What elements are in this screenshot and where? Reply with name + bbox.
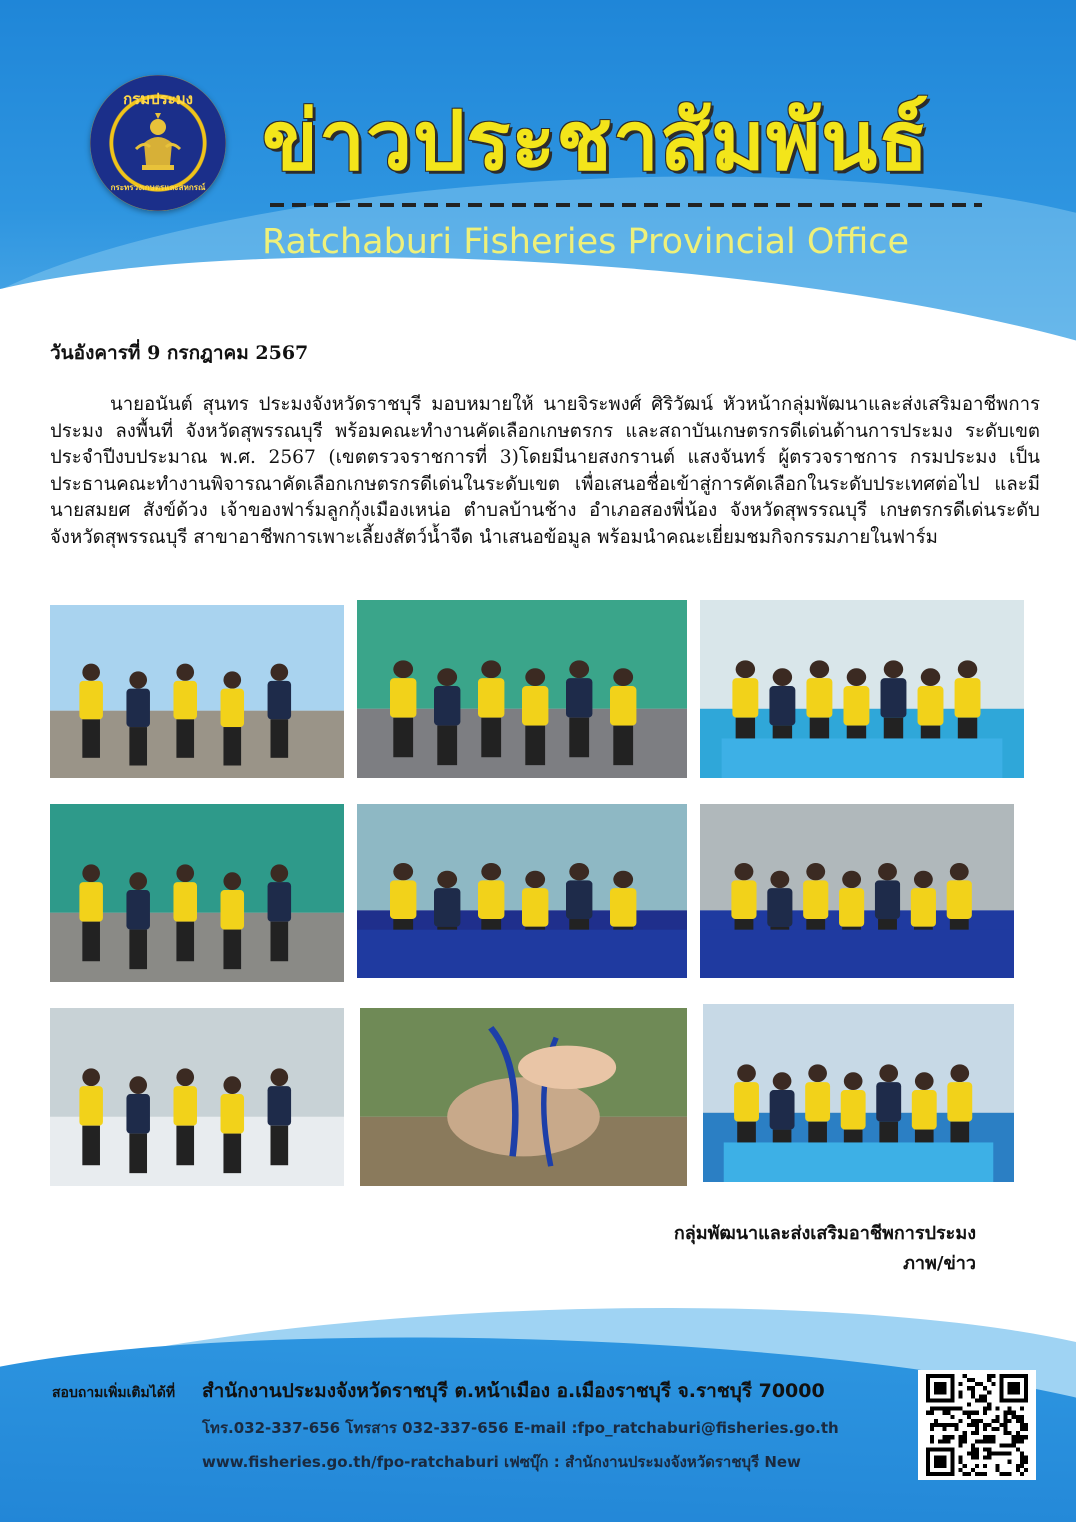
page-title: ข่าวประชาสัมพันธ์ bbox=[262, 94, 930, 189]
meeting-table-1-scene bbox=[357, 804, 687, 978]
photo-shrimp-closeup bbox=[360, 1008, 687, 1186]
photo-meeting-chairs bbox=[50, 804, 344, 982]
header-banner bbox=[0, 0, 1076, 380]
photo-group-banner bbox=[357, 600, 687, 778]
group-photo-banner-scene bbox=[357, 600, 687, 778]
office-subtitle: Ratchaburi Fisheries Provincial Office bbox=[262, 222, 910, 262]
tank-inspection-scene bbox=[700, 600, 1024, 778]
shrimp-closeup-scene bbox=[360, 1008, 687, 1186]
qr-code-pattern bbox=[922, 1374, 1032, 1476]
logo-bottom-text: กระทรวงเกษตรและสหกรณ์ bbox=[110, 183, 206, 192]
photo-tank-inspection bbox=[700, 600, 1024, 778]
deity-emblem-icon bbox=[130, 113, 186, 173]
credit-type: ภาพ/ข่าว bbox=[903, 1253, 976, 1274]
footer-banner bbox=[0, 1270, 1076, 1522]
dashed-divider bbox=[270, 203, 982, 207]
qr-code-icon[interactable] bbox=[918, 1370, 1036, 1480]
photo-meeting-table-1 bbox=[357, 804, 687, 978]
footer-office-address: สำนักงานประมงจังหวัดราชบุรี ต.หน้าเมือง อ.เมืองราชบุรี จ.ราชบุรี 70000 bbox=[202, 1380, 825, 1402]
meeting-table-2-scene bbox=[700, 804, 1014, 978]
group-photo-roadside-scene bbox=[50, 605, 344, 778]
article-date: วันอังคารที่ 9 กรกฎาคม 2567 bbox=[50, 342, 309, 364]
photo-group-roadside bbox=[50, 605, 344, 778]
photo-tank-examine bbox=[50, 1008, 344, 1186]
footer-contact-label: สอบถามเพิ่มเติมได้ที่ bbox=[52, 1385, 176, 1401]
tank-examine-scene bbox=[50, 1008, 344, 1186]
credit-group: กลุ่มพัฒนาและส่งเสริมอาชีพการประมง bbox=[673, 1223, 976, 1244]
meeting-chairs-scene bbox=[50, 804, 344, 982]
photo-pond-visit bbox=[703, 1004, 1014, 1182]
footer-website-link[interactable]: www.fisheries.go.th/fpo-ratchaburi เฟซบุ๊ก : สำนักงานประมงจังหวัดราชบุรี New bbox=[202, 1453, 801, 1471]
footer-phone-email: โทร.032-337-656 โทรสาร 032-337-656 E-mail :fpo_ratchaburi@fisheries.go.th bbox=[202, 1419, 839, 1437]
logo-top-text: กรมประมง bbox=[123, 90, 193, 108]
photo-meeting-table-2 bbox=[700, 804, 1014, 978]
fisheries-seal-logo bbox=[90, 75, 226, 211]
pond-visit-scene bbox=[703, 1004, 1014, 1182]
article-body: นายอนันต์ สุนทร ประมงจังหวัดราชบุรี มอบหมายให้ นายจิระพงศ์ ศิริวัฒน์ หัวหน้ากลุ่มพัฒนาและส่งเสริมอาชีพการประมง ลงพื้นที่ จังหวัดสุพรรณบุรี พร้อมคณะทำงานคัดเลือกเกษตรกร และสถาบันเกษตรกรดีเด่นด้านการประมง ระดับเขตประจำปีงบประมาณ พ.ศ. 2567 (เขตตรวจราชการที่ 3)โดยมีนายสงกรานต์ แสงจันทร์ ผู้ตรวจราชการ กรมประมง เป็นประธานคณะทำงานพิจารณาคัดเลือกเกษตรกรดีเด่นในระดับเขต เพื่อเสนอชื่อเข้าสู่การคัดเลือกในระดับประเทศต่อไป และมี นายสมยศ สังข์ด้วง เจ้าของฟาร์มลูกกุ้งเมืองเหน่อ ตำบลบ้านช้าง อำเภอสองพี่น้อง จังหวัดสุพรรณบุรี เกษตรกรดีเด่นระดับจังหวัดสุพรรณบุรี สาขาอาชีพการเพาะเลี้ยงสัตว์น้ำจืด นำเสนอข้อมูล พร้อมนำคณะเยี่ยมชมกิจกรรมภายในฟาร์ม bbox=[50, 394, 1040, 548]
